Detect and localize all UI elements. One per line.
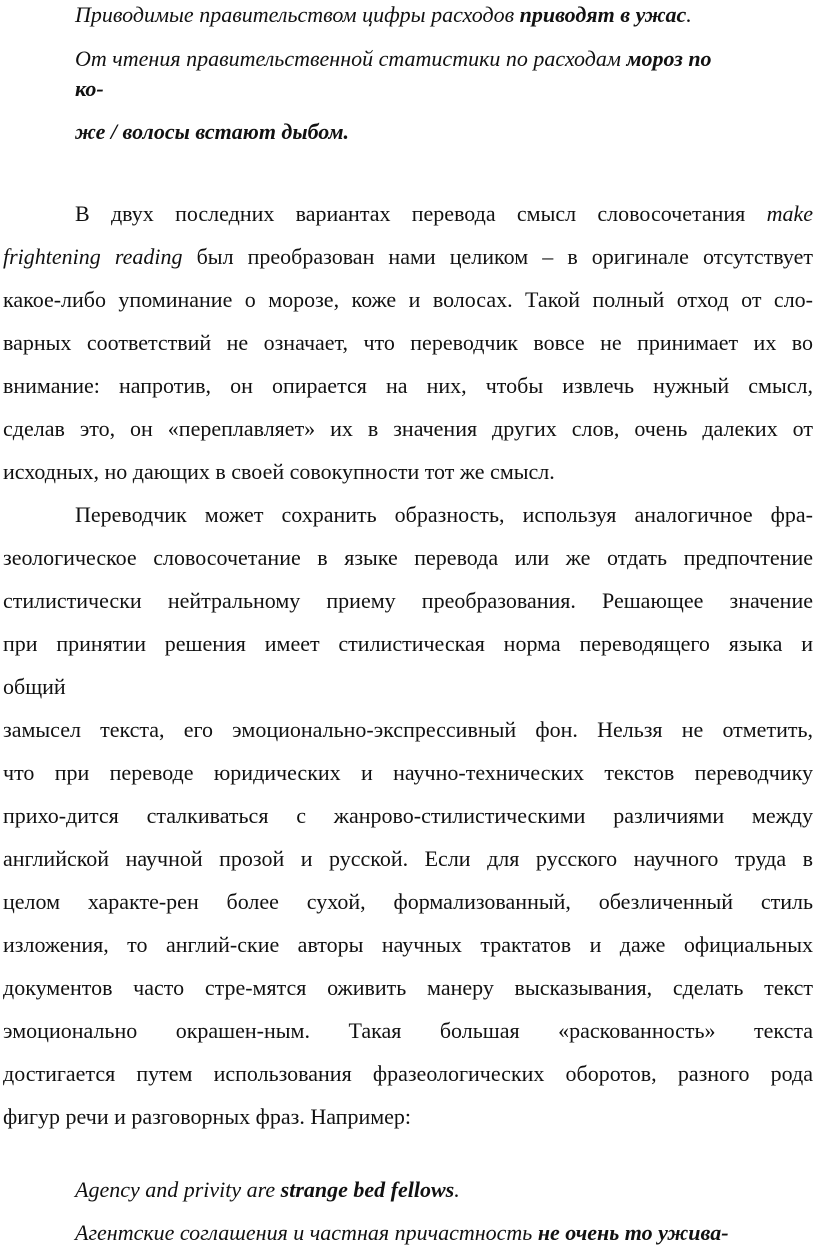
para2-line-10: целом характе-рен более сухой, формализованный, обезличенный стиль bbox=[3, 889, 813, 914]
para2-line-6: замысел текста, его эмоционально-экспрессивный фон. Нельзя не отметить, bbox=[3, 717, 813, 742]
para2-line-1: Переводчик может сохранить образность, используя аналогичное фра- bbox=[75, 502, 813, 527]
para2-line-8: прихо-дится сталкиваться с жанрово-стилистическими различиями между bbox=[3, 803, 813, 828]
para1-line-2: frightening reading был преобразован нами целиком – в оригинале отсутствует bbox=[3, 244, 813, 269]
para2-line-13: эмоционально окрашен-ным. Такая большая «раскованность» текста bbox=[3, 1018, 813, 1043]
para1-line-1: В двух последних вариантах перевода смысл словосочетания make bbox=[75, 201, 813, 226]
para1-line-3: какое-либо упоминание о морозе, коже и волосах. Такой полный отход от сло- bbox=[3, 287, 813, 312]
para1-line-7: исходных, но дающих в своей совокупности тот же смысл. bbox=[3, 459, 555, 484]
para2-line-4: при принятии решения имеет стилистическая норма переводящего языка и bbox=[3, 631, 813, 656]
para2-line-2: зеологическое словосочетание в языке перевода или же отдать предпочтение bbox=[3, 545, 813, 570]
para2-line-7: что при переводе юридических и научно-технических текстов переводчику bbox=[3, 760, 813, 785]
para2-line-5: общий bbox=[3, 674, 66, 699]
para2-line-3: стилистически нейтральному приему преобразования. Решающее значение bbox=[3, 588, 813, 613]
example-en-1: Agency and privity are strange bed fellows. bbox=[75, 1177, 460, 1202]
example-ru-3: же / волосы встают дыбом. bbox=[75, 119, 350, 144]
example-ru-1: Приводимые правительством цифры расходов приводят в ужас. bbox=[75, 2, 692, 27]
para2-line-15: фигур речи и разговорных фраз. Например: bbox=[3, 1104, 412, 1129]
para1-line-4: варных соответствий не означает, что переводчик вовсе не принимает их во bbox=[3, 330, 813, 355]
para2-line-11: изложения, то англий-ские авторы научных трактатов и даже официальных bbox=[3, 932, 813, 957]
para1-line-6: сделав это, он «переплавляет» их в значения других слов, очень далеких от bbox=[3, 416, 813, 441]
para2-line-9: английской научной прозой и русской. Если для русского научного труда в bbox=[3, 846, 813, 871]
para2-line-12: документов часто стре-мятся оживить манеру высказывания, сделать текст bbox=[3, 975, 813, 1000]
example-ru-2-cont: ко- bbox=[75, 76, 104, 101]
para2-line-14: достигается путем использования фразеологических оборотов, разного рода bbox=[3, 1061, 813, 1086]
example-ru-translation: Агентские соглашения и частная причастность не очень то ужива- bbox=[75, 1220, 729, 1245]
example-ru-2: От чтения правительственной статистики по расходам мороз по bbox=[75, 46, 712, 71]
para1-line-5: внимание: напротив, он опирается на них, чтобы извлечь нужный смысл, bbox=[3, 373, 813, 398]
